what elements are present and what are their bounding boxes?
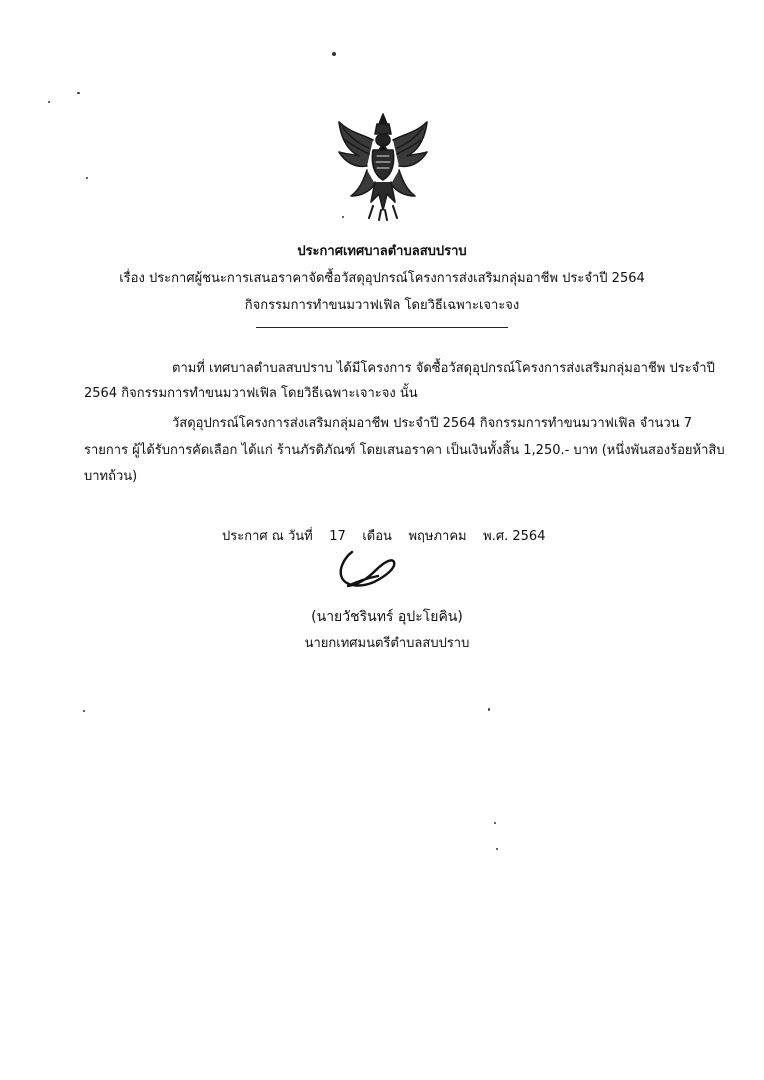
scan-speck [494, 822, 496, 824]
dateline-month: พฤษภาคม [408, 529, 467, 544]
scan-speck [332, 52, 336, 56]
scan-speck [77, 92, 80, 94]
garuda-emblem-icon [333, 110, 433, 222]
header-divider [256, 327, 508, 328]
scan-speck [48, 101, 50, 103]
body-paragraph-1-line-2: 2564 กิจกรรมการทำขนมวาฟเฟิล โดยวิธีเฉพาะเจาะจง นั้น [84, 386, 418, 401]
dateline-month-label: เดือน [362, 529, 392, 544]
announcement-subject: เรื่อง ประกาศผู้ชนะการเสนอราคาจัดซื้อวัสดุอุปกรณ์โครงการส่งเสริมกลุ่มอาชีพ ประจำปี 2564 [119, 271, 645, 286]
handwritten-signature-icon [334, 548, 398, 594]
scan-speck [488, 708, 490, 711]
body-paragraph-2-line-3: บาทถ้วน) [84, 469, 138, 484]
dateline-prefix: ประกาศ ณ วันที่ [222, 529, 313, 544]
dateline-year: 2564 [512, 529, 546, 544]
signatory-name: (นายวัชรินทร์ อุปะโยคิน) [311, 609, 463, 625]
announcement-activity: กิจกรรมการทำขนมวาฟเฟิล โดยวิธีเฉพาะเจาะจง [244, 298, 520, 313]
dateline-day: 17 [329, 529, 346, 544]
dateline-year-label: พ.ศ. [483, 529, 509, 544]
scan-speck [86, 177, 88, 179]
body-paragraph-2-line-2: รายการ ผู้ได้รับการคัดเลือก ได้แก่ ร้านภัรดิภัณฑ์ โดยเสนอราคา เป็นเงินทั้งสิ้น 1,250.- บาท (หนึ่งพันสองร้อยห้าสิบ [84, 443, 725, 458]
body-paragraph-2-line-1: วัสดุอุปกรณ์โครงการส่งเสริมกลุ่มอาชีพ ประจำปี 2564 กิจกรรมการทำขนมวาฟเฟิล จำนวน 7 [172, 416, 692, 431]
announcement-title: ประกาศเทศบาลตำบลสบปราบ [297, 244, 467, 259]
dateline [222, 528, 545, 546]
signatory-position: นายกเทศมนตรีตำบลสบปราบ [304, 636, 470, 651]
body-paragraph-1-line-1: ตามที่ เทศบาลตำบลสบปราบ ได้มีโครงการ จัดซื้อวัสดุอุปกรณ์โครงการส่งเสริมกลุ่มอาชีพ ประจำปี [172, 361, 715, 376]
scan-speck [496, 848, 498, 850]
scan-speck [83, 710, 85, 712]
